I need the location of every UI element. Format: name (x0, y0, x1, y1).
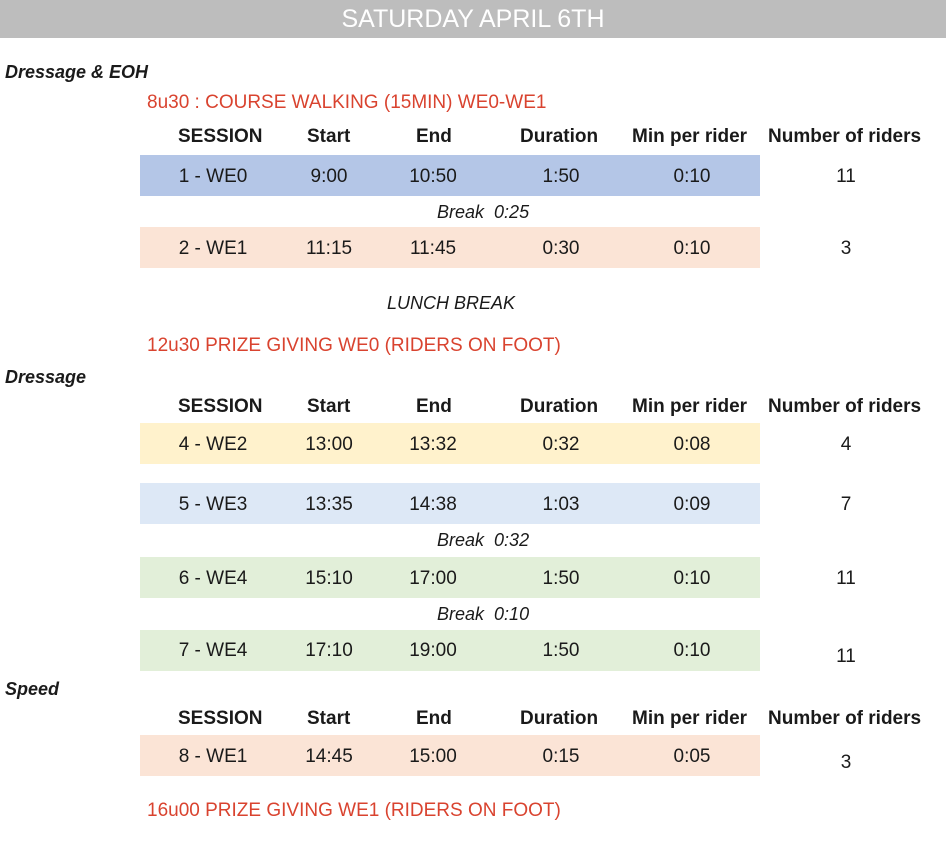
header-number-of-riders: Number of riders (768, 708, 922, 729)
header-end: End (416, 396, 452, 417)
header-min-per-rider: Min per rider (632, 708, 748, 729)
header-number-of-riders: Number of riders (768, 126, 922, 147)
header-end: End (416, 126, 452, 147)
header-start: Start (307, 708, 351, 729)
section-title-dressage-eoh: Dressage & EOH (5, 62, 149, 82)
header-duration: Duration (520, 396, 599, 417)
lunch-break-label: LUNCH BREAK (387, 293, 516, 313)
announcement-course-walking: 8u30 : COURSE WALKING (15MIN) WE0-WE1 (147, 92, 547, 113)
header-session: SESSION (178, 396, 263, 417)
header-duration: Duration (520, 708, 599, 729)
header-session: SESSION (178, 708, 263, 729)
section-title-speed: Speed (5, 679, 60, 699)
header-min-per-rider: Min per rider (632, 396, 748, 417)
header-duration: Duration (520, 126, 599, 147)
header-session: SESSION (178, 126, 263, 147)
break-label: Break 0:32 (437, 530, 530, 550)
header-min-per-rider: Min per rider (632, 126, 748, 147)
announcement-prize-giving-we0: 12u30 PRIZE GIVING WE0 (RIDERS ON FOOT) (147, 335, 561, 356)
page-title: SATURDAY APRIL 6TH (0, 0, 946, 38)
section-title-dressage: Dressage (5, 367, 87, 387)
announcement-prize-giving-we1: 16u00 PRIZE GIVING WE1 (RIDERS ON FOOT) (147, 800, 561, 821)
header-start: Start (307, 396, 351, 417)
header-end: End (416, 708, 452, 729)
break-label: Break 0:25 (437, 202, 530, 222)
header-number-of-riders: Number of riders (768, 396, 922, 417)
header-start: Start (307, 126, 351, 147)
break-label: Break 0:10 (437, 604, 530, 624)
